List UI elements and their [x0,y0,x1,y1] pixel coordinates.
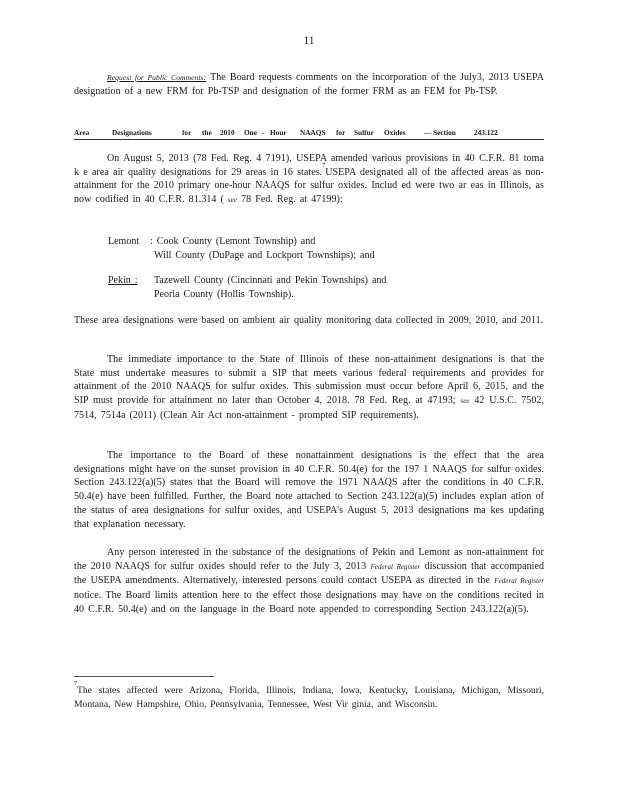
pekin-line-2: Peoria County (Hollis Township). [154,289,294,300]
pekin-label: Pekin : [108,275,138,286]
footnote-text: The states affected were Arizona, Florida, Illinois, Indiana, Iowa, Kentucky, Louisiana, Michigan, Missouri, Montana, New Hampshire, Ohio, Pennsylvania, Tennessee, West Vir ginia, and Wisconsin. [74,685,544,710]
paragraph-board-importance: The importance to the Board of these nonattainment designations is the effect that the area designations might have on the sunset provision in 40 C.F.R. 50.4(e) for the 197 1 NAAQS for sulfur oxides. Section 243.122(a)(5) states that the Board will remove the 1971 NAAQS after the conditions in 40 C.F.R. 50.4(e) have been fulfilled. Further, the Board note attached to Section 243.122(a)(5) includes explan ation of the status of area designations for sulfur oxides, and USEPA's August 5, 2013 designations ma kes updating that explanation necessary. [74,450,544,530]
footnote [74,681,544,711]
paragraph-text: discussion that accompanied the USEPA amendments. Alternatively, interested persons could contact USEPA as directed in the [74,560,544,587]
paragraph-monitoring-data: These area designations were based on ambient air quality monitoring data collected in 2009, 2010, and 2011. [74,315,544,326]
paragraph-text: notice. The Board limits attention here to the effect those designations may have on the conditions recited in 40 C.F.R. 50.4(e) and on the language in the Board note appended to corresponding Section 243.122(a)(5). [74,590,544,615]
section-heading-rule [74,139,544,140]
section-heading-part: Area [74,128,90,137]
paragraph-designations-intro [74,152,544,208]
lemont-label: Lemont [108,236,140,247]
lemont-line-2: Will County (DuPage and Lockport Townships); and [154,250,375,261]
section-heading-part: Designations [112,128,152,137]
see-citation-signal: see [460,397,470,406]
request-heading: Request for Public Comments: [107,73,207,82]
section-heading [74,128,544,137]
federal-register-citation: Federal Register [370,562,421,571]
paragraph-text: Any person interested in the substance of the designations of Pekin and Lemont as non-attainment for the 2010 NAAQS for sulfur oxides should refer to the July 3, 2013 [74,547,544,572]
lemont-designation [108,235,374,263]
request-text: The Board requests comments on the incorporation of the July3, 2013 USEPA designation of a new FRM for Pb-TSP and designation of the former FRM as an FEM for Pb-TSP. [74,72,544,97]
section-heading-part: NAAQS [300,128,326,137]
section-heading-part: One [244,128,257,137]
section-heading-part: - [262,128,265,137]
paragraph-text: 78 Fed. Reg. at 47199): [241,194,343,206]
section-heading-part: 243.122 [474,128,498,137]
section-heading-part: 2010 [220,128,235,137]
paragraph-text: On August 5, 2013 (78 Fed. Reg. 4 7191), USEPA amended various provisions in 40 C.F.R. 81 toma k e area air quality designations for 29 areas in 16 states. [74,153,544,178]
footnote-mark: 7 [74,681,77,687]
paragraph-text: The immediate importance to the State of Illinois of these non-attainment designations is that the State must undertake measures to submit a SIP that meets various federal requirements and provides for attainment of the 2010 NAAQS for sulfur oxides. This submission must occur before April 6, 2015, and the SIP must provide for attainment no later than October 4, 2018. 78 Fed. Reg. at 47193; [74,354,544,407]
paragraph-state-importance [74,353,544,423]
section-heading-part: Hour [270,128,287,137]
section-heading-part: for [182,128,192,137]
federal-register-citation: Federal Register [494,577,544,586]
section-heading-part: for [336,128,346,137]
pekin-designation [108,274,386,302]
footnote-separator [74,676,214,677]
section-heading-part: — Section [424,128,456,137]
section-heading-part: the [202,128,212,137]
request-for-comments-paragraph [74,71,544,98]
footnote-reference: 7 [322,162,326,169]
pekin-line-1: Tazewell County (Cincinnati and Pekin Townships) and [154,275,387,286]
section-heading-part: Sulfur [354,128,374,137]
see-citation-signal: see [227,196,238,205]
lemont-line-1: : Cook County (Lemont Township) and [150,236,316,247]
paragraph-text: 42 U.S.C. 7502, 7514, 7514a (2011) (Clean Air Act non-attainment - prompted SIP requirements). [74,395,544,421]
paragraph-text: USEPA designated all of the affected areas as non-attainment for the 2010 primary one-hour NAAQS for sulfur oxides. Includ ed were two ar eas in Illinois, as now codified in 40 C.F.R. 81.314 ( [74,166,544,206]
section-heading-part: Oxides [384,128,406,137]
paragraph-further-reference [74,546,544,617]
page-number: 11 [303,35,315,47]
